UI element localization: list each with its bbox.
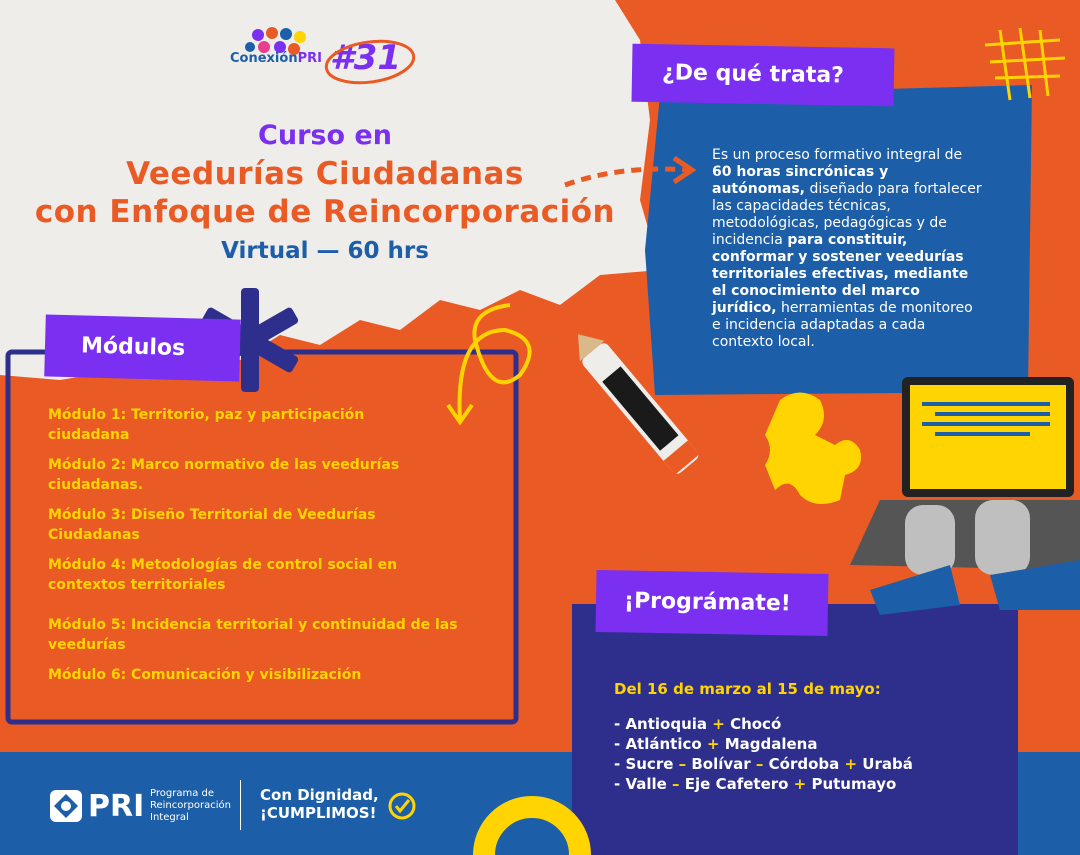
about-text-2: 60 horas sincrónicas y autónomas, bbox=[712, 164, 889, 197]
about-text-5: herramientas de monitoreo e incidencia adaptadas a cada contexto local. bbox=[712, 300, 973, 350]
brand-prefix: Conexión bbox=[230, 51, 298, 66]
edition-number: #31 bbox=[330, 38, 401, 78]
region-row: - Atlántico + Magdalena bbox=[614, 735, 818, 753]
about-text-4: para constituir, conformar y sostener veedurías territoriales efectivas, mediante el conocimiento del marco jurídico, bbox=[712, 232, 969, 316]
about-text bbox=[712, 147, 982, 351]
puzzle-decoration bbox=[765, 393, 861, 505]
edition-ring-icon bbox=[322, 36, 418, 88]
module-item-4: Módulo 4: Metodologías de control social en contextos territoriales bbox=[48, 557, 398, 593]
module-item-5: Módulo 5: Incidencia territorial y continuidad de las veedurías bbox=[48, 617, 458, 653]
laptop-illustration bbox=[850, 377, 1080, 570]
slogan-line-1: Con Dignidad, bbox=[260, 786, 379, 804]
schedule-heading: ¡Prográmate! bbox=[595, 570, 828, 636]
region-list bbox=[614, 714, 913, 794]
module-item-6: Módulo 6: Comunicación y visibilización bbox=[48, 667, 362, 683]
slogan-line-2: ¡CUMPLIMOS! bbox=[260, 804, 377, 822]
region-row: - Valle – Eje Cafetero + Putumayo bbox=[614, 775, 897, 793]
schedule-dates: Del 16 de marzo al 15 de mayo: bbox=[614, 680, 881, 698]
about-text-3: diseñado para fortalecer las capacidades técnicas, metodológicas, pedagógicas y de incidencia bbox=[712, 181, 982, 248]
check-badge-icon bbox=[388, 792, 416, 820]
program-name: Programa de Reincorporación Integral bbox=[150, 788, 231, 823]
region-row: - Antioquia + Chocó bbox=[614, 715, 782, 733]
loop-arrow-decoration bbox=[460, 305, 530, 420]
about-heading: ¿De qué trata? bbox=[632, 44, 895, 107]
modules-heading: Módulos bbox=[44, 314, 241, 381]
pri-emblem-icon bbox=[48, 788, 84, 824]
module-item-1: Módulo 1: Territorio, paz y participación ciudadana bbox=[48, 407, 365, 443]
module-item-2: Módulo 2: Marco normativo de las veedurías ciudadanas. bbox=[48, 457, 400, 493]
about-text-1: Es un proceso formativo integral de bbox=[712, 147, 963, 163]
title-line-3: con Enfoque de Reincorporación bbox=[34, 194, 616, 230]
brand-suffix: PRI bbox=[297, 51, 322, 66]
title-line-1: Curso en bbox=[258, 120, 392, 151]
module-item-3: Módulo 3: Diseño Territorial de Veedurías Ciudadanas bbox=[48, 507, 376, 543]
slogan bbox=[260, 786, 379, 822]
pri-logo-text: PRI bbox=[88, 788, 145, 824]
title-line-2: Veedurías Ciudadanas bbox=[126, 156, 524, 192]
region-row: - Sucre – Bolívar – Córdoba + Urabá bbox=[614, 755, 913, 773]
title-line-4: Virtual — 60 hrs bbox=[221, 238, 429, 264]
pri-logo bbox=[48, 786, 144, 826]
footer-divider bbox=[240, 780, 241, 830]
